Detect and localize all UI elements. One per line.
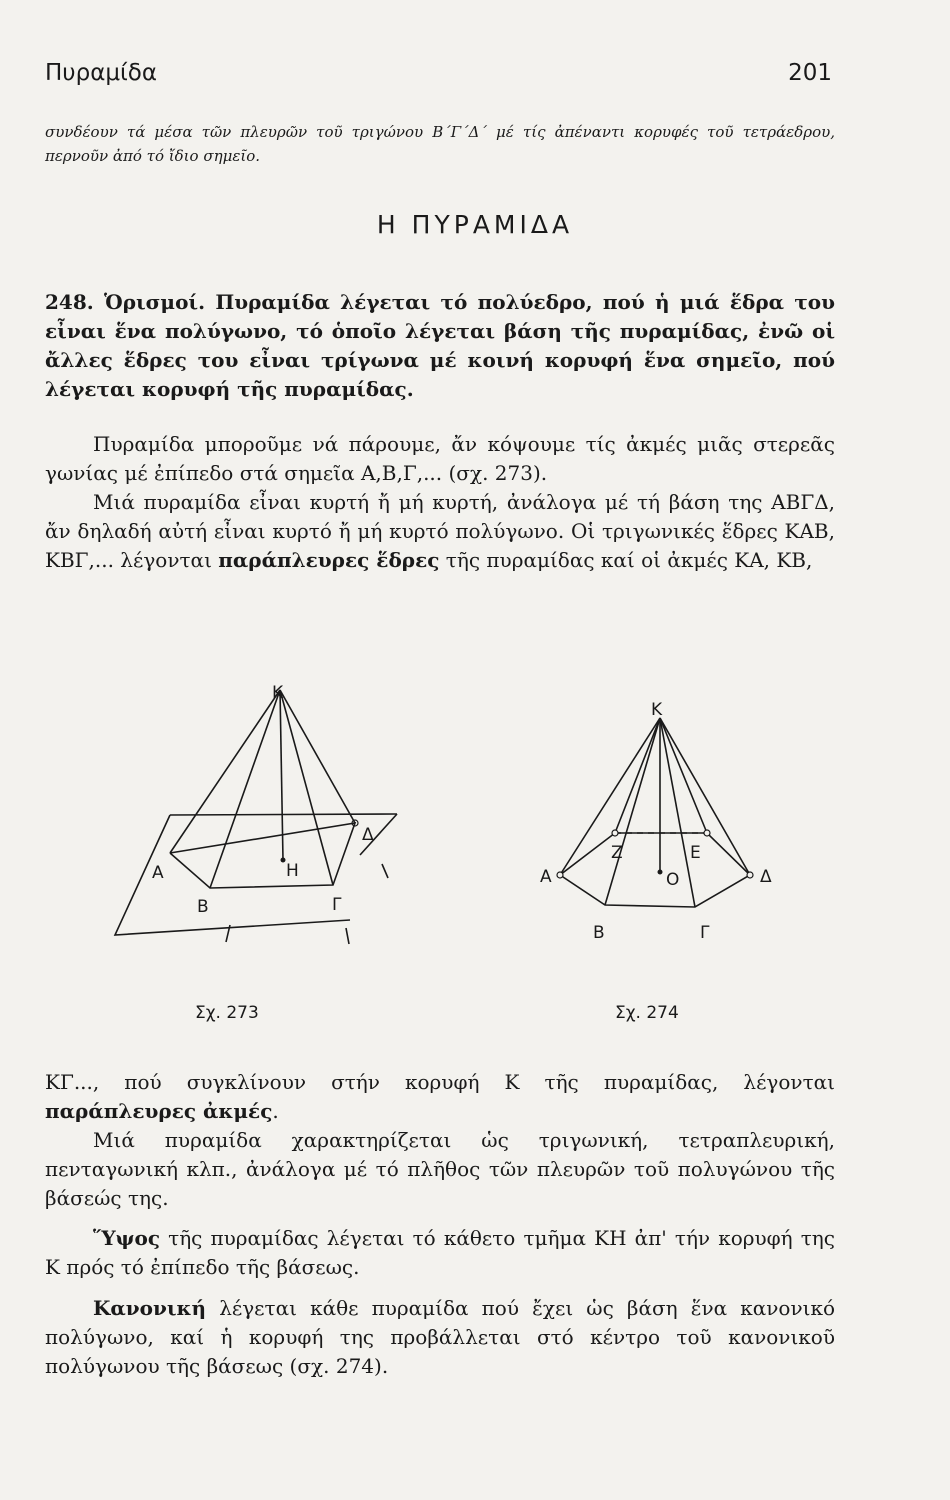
paragraph-4: Μιά πυραμίδα χαρακτηρίζεται ὡς τριγωνική, τετραπλευρική, πενταγωνική κλπ., ἀνάλογα μέ τό πλῆθος τῶν πλευρῶν τοῦ πολυγώνου τῆς βάσεώς της. xyxy=(45,1128,835,1210)
edge-KZ xyxy=(615,718,660,833)
intro-text: συνδέουν τά μέσα τῶν πλευρῶν τοῦ τριγώνου Β΄Γ΄Δ΄ μέ τίς ἀπέναντι κορυφές τοῦ τετράεδρου, περνοῦν ἀπό τό ἴδιο σημεῖο. xyxy=(45,123,835,165)
definition-term: Ὁρισμοί. xyxy=(104,290,206,314)
point-E xyxy=(704,830,710,836)
label-D: Δ xyxy=(362,825,374,845)
paragraph-5 xyxy=(45,1224,835,1282)
point-D xyxy=(747,872,753,878)
label-G: Γ xyxy=(700,923,710,943)
plane-tick-3 xyxy=(382,864,388,878)
label-K: Κ xyxy=(651,700,663,720)
label-A: Α xyxy=(152,863,164,883)
label-O: Ο xyxy=(666,870,680,890)
edge-KG xyxy=(280,690,333,885)
edge-KB xyxy=(210,690,280,888)
paragraph-1: Πυραμίδα μποροῦμε νά πάρουμε, ἄν κόψουμε τίς ἀκμές μιᾶς στερεᾶς γωνίας μέ ἐπίπεδο στά σημεῖα Α,Β,Γ,... (σχ. 273). xyxy=(45,432,835,485)
label-K: Κ xyxy=(272,683,284,703)
definition-paragraph xyxy=(45,288,835,404)
label-D: Δ xyxy=(760,867,772,887)
base-polygon xyxy=(560,833,750,907)
label-E: Ε xyxy=(690,843,701,863)
edge-KB xyxy=(605,718,660,905)
point-O xyxy=(658,870,663,875)
paragraph-3-bold: παράπλευρες ἀκμές xyxy=(45,1099,273,1123)
label-A: Α xyxy=(540,867,552,887)
paragraph-2-text: Μιά πυραμίδα εἶναι κυρτή ἤ μή κυρτή, ἀνάλογα μέ τή βάση της ΑΒΓΔ, ἄν δηλαδή αὐτή εἶναι κυρτό ἤ μή κυρτό πολύγωνο. Οἱ τριγωνικές ἕδρες ΚΑΒ, ΚΒΓ,... λέγονται xyxy=(45,490,835,572)
base-polygon xyxy=(170,823,355,888)
paragraph-5-text: τῆς πυραμίδας λέγεται τό κάθετο τμῆμα ΚΗ ἀπ' τήν κορυφή της Κ πρός τό ἐπίπεδο τῆς βάσεως. xyxy=(45,1226,835,1279)
definition-number: 248. xyxy=(45,290,105,314)
label-G: Γ xyxy=(332,895,342,915)
edge-KA xyxy=(170,690,280,853)
caption-273: Σχ. 273 xyxy=(195,1003,259,1023)
running-header: Πυραμίδα xyxy=(45,60,158,86)
paragraph-3 xyxy=(45,1068,835,1126)
label-H: Η xyxy=(286,861,299,881)
figure-274 xyxy=(535,700,795,950)
paragraph-2-bold: παράπλευρες ἕδρες xyxy=(218,548,440,572)
paragraph-6 xyxy=(45,1294,835,1381)
figure-273 xyxy=(100,680,420,970)
label-Z: Ζ xyxy=(611,843,623,863)
edge-KD xyxy=(280,690,355,823)
edge-KE xyxy=(660,718,707,833)
caption-274: Σχ. 274 xyxy=(615,1003,679,1023)
paragraph-2 xyxy=(45,488,835,575)
section-title: Η ΠΥΡΑΜΙΔΑ xyxy=(376,210,574,239)
label-B: Β xyxy=(197,897,209,917)
edge-KA xyxy=(560,718,660,875)
edge-KD xyxy=(660,718,750,875)
paragraph-6-term: Κανονική xyxy=(93,1296,207,1320)
point-H xyxy=(281,858,286,863)
paragraph-2-end: τῆς πυραμίδας καί οἱ ἀκμές ΚΑ, ΚΒ, xyxy=(439,548,813,572)
plane-edge-top xyxy=(170,814,397,815)
paragraph-5-term: Ὕψος xyxy=(93,1226,161,1250)
page-number: 201 xyxy=(788,60,832,86)
point-Z xyxy=(612,830,618,836)
plane-outline xyxy=(115,815,350,935)
label-B: Β xyxy=(593,923,605,943)
point-A xyxy=(557,872,563,878)
paragraph-3-end: . xyxy=(272,1099,279,1123)
plane-tick-2 xyxy=(346,928,349,944)
definition-text: Πυραμίδα λέγεται τό πολύεδρο, πού ἡ μιά ἕδρα του εἶναι ἕνα πολύγωνο, τό ὁποῖο λέγεται βάση τῆς πυραμίδας, ἐνῶ οἱ ἄλλες ἕδρες του εἶναι τρίγωνα μέ κοινή κορυφή ἕνα σημεῖο, πού λέγεται κορυφή τῆς πυραμίδας. xyxy=(45,290,835,401)
paragraph-3-text: ΚΓ..., πού συγκλίνουν στήν κορυφή Κ τῆς πυραμίδας, λέγονται xyxy=(45,1070,835,1094)
paragraph-6-text: λέγεται κάθε πυραμίδα πού ἔχει ὡς βάση ἕνα κανονικό πολύγωνο, καί ἡ κορυφή της προβάλλεται στό κέντρο τοῦ κανονικοῦ πολύγωνου τῆς βάσεως (σχ. 274). xyxy=(45,1296,835,1378)
